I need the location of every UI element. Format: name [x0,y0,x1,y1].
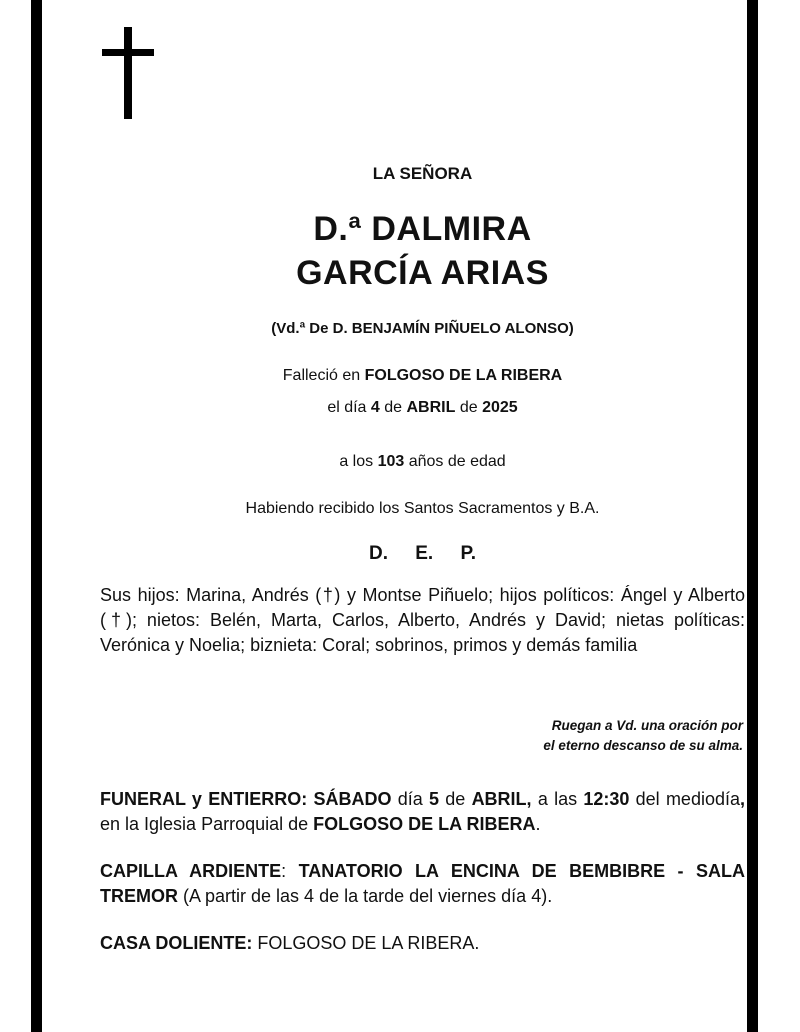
family-paragraph: Sus hijos: Marina, Andrés (†) y Montse Piñuelo; hijos políticos: Ángel y Alberto (†); nietos: Belén, Marta, Carlos, Alberto, Andrés y David; nietas políticas: Verónica y Noelia; biznieta: Coral; sobrinos, primos y demás familia [100,585,745,655]
death-place: Falleció en FOLGOSO DE LA RIBERA [282,367,563,384]
chapel-info: CAPILLA ARDIENTE: TANATORIO LA ENCINA DE BEMBIBRE - SALA TREMOR (A partir de las 4 de la tarde del viernes día 4). [100,861,745,906]
death-date: el día 4 de ABRIL de 2025 [327,399,518,416]
widow-of: (Vd.ª De D. BENJAMÍN PIÑUELO ALONSO) [271,320,574,337]
name-line-1: D.ª DALMIRA [313,210,532,248]
age-line: a los 103 años de edad [339,453,506,470]
sacraments-line: Habiendo recibido los Santos Sacramentos y B.A. [245,500,600,517]
cross-icon [102,27,154,119]
dep-line: D. E. P. [368,543,476,564]
deceased-name [100,207,745,295]
prayer-note: Ruegan a Vd. una oración por el eterno descanso de su alma. [543,718,743,753]
funeral-info: FUNERAL y ENTIERRO: SÁBADO día 5 de ABRIL, a las 12:30 del mediodía, en la Iglesia Parroquial de FOLGOSO DE LA RIBERA. [100,789,746,834]
name-line-2: GARCÍA ARIAS [296,254,549,292]
title-label: LA SEÑORA [372,164,473,183]
house-info: CASA DOLIENTE: FOLGOSO DE LA RIBERA. [100,933,480,953]
